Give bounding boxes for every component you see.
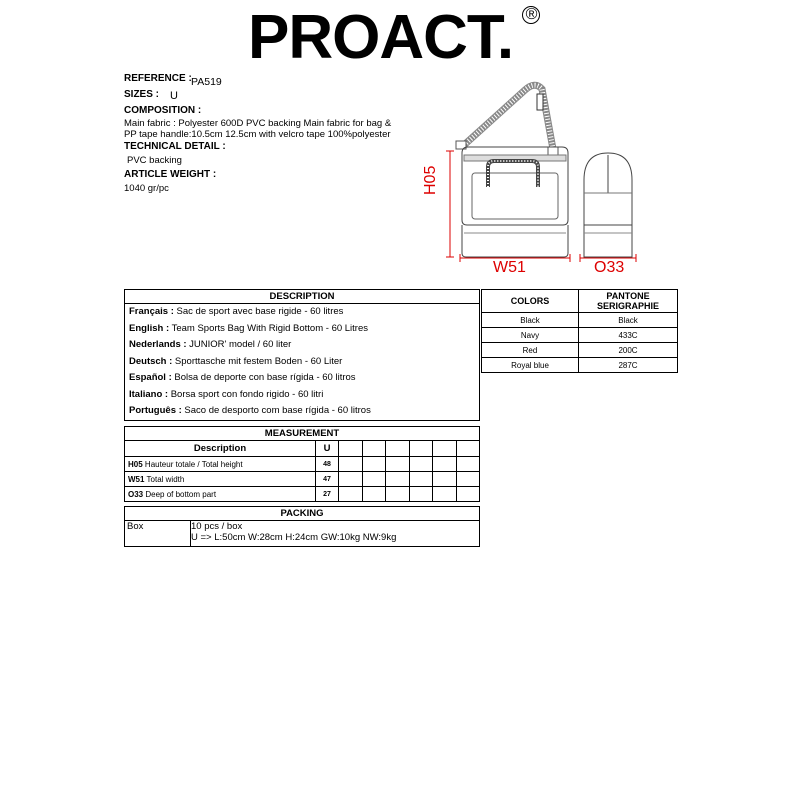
description-row-es: Español : Bolsa de deporte con base rígida - 60 litros <box>129 372 356 383</box>
packing-line-2: U => L:50cm W:28cm H:24cm GW:10kg NW:9kg <box>191 532 397 543</box>
color-name: Red <box>482 343 579 358</box>
depth-dimension-label: O33 <box>594 259 625 276</box>
sizes-label: SIZES : <box>124 89 160 100</box>
measurement-value: 48 <box>316 457 339 472</box>
width-dimension-label: W51 <box>493 259 526 276</box>
description-row-en: English : Team Sports Bag With Rigid Bottom - 60 Litres <box>129 322 369 334</box>
pantone-value: 287C <box>579 358 678 373</box>
measurement-row-label: O33 Deep of bottom part <box>125 487 316 502</box>
measurement-col-description: Description <box>125 441 316 457</box>
composition-line-1: Main fabric : Polyester 600D PVC backing Main fabric for bag & <box>124 118 392 129</box>
packing-line-1: 10 pcs / box <box>191 521 243 532</box>
bag-technical-drawing <box>420 75 680 280</box>
measurement-header: MEASUREMENT <box>264 428 340 439</box>
technical-detail-value: PVC backing <box>127 155 182 166</box>
color-name: Black <box>482 313 579 328</box>
packing-table <box>124 506 480 547</box>
packing-details <box>191 521 396 543</box>
measurement-row-label: W51 Total width <box>125 472 316 487</box>
measurement-col-size: U <box>316 441 339 457</box>
description-row-nl: Nederlands : JUNIOR' model / 60 liter <box>129 339 292 350</box>
measurement-table <box>124 440 480 502</box>
composition-line-2: PP tape handle:10.5cm 12.5cm with velcro tape 100%polyester <box>124 129 391 140</box>
measurement-title-bar <box>124 426 480 441</box>
description-row-de: Deutsch : Sporttasche mit festem Boden - 60 Liter <box>129 355 343 367</box>
color-name: Navy <box>482 328 579 343</box>
color-name: Royal blue <box>482 358 579 373</box>
logo-text: PROACT. <box>248 3 514 72</box>
measurement-row-label: H05 Hauteur totale / Total height <box>125 457 316 472</box>
reference-label: REFERENCE : <box>124 73 192 84</box>
composition-label: COMPOSITION : <box>124 105 202 116</box>
reference-value: PA519 <box>191 76 222 88</box>
measurement-value: 27 <box>316 487 339 502</box>
packing-label: Box <box>125 521 191 546</box>
brand-logo <box>248 2 537 74</box>
description-row-fr: Français : Sac de sport avec base rigide - 60 litres <box>129 306 344 317</box>
pantone-value: Black <box>579 313 678 328</box>
article-weight-value: 1040 gr/pc <box>124 183 169 194</box>
description-row-it: Italiano : Borsa sport con fondo rigido - 60 litri <box>129 388 324 400</box>
pantone-header: PANTONE SERIGRAPHIE <box>579 290 678 313</box>
packing-header: PACKING <box>125 507 479 521</box>
article-weight-label: ARTICLE WEIGHT : <box>124 169 217 180</box>
sizes-value: U <box>170 90 178 102</box>
technical-detail-label: TECHNICAL DETAIL : <box>124 141 226 152</box>
measurement-value: 47 <box>316 472 339 487</box>
pantone-value: 433C <box>579 328 678 343</box>
colors-header: COLORS <box>482 290 579 313</box>
description-header: DESCRIPTION <box>125 290 479 304</box>
description-table <box>124 289 480 421</box>
registered-mark: ® <box>522 6 540 24</box>
pantone-value: 200C <box>579 343 678 358</box>
description-row-pt: Português : Saco de desporto com base rígida - 60 litros <box>129 405 371 416</box>
height-dimension-label: H05 <box>422 165 439 195</box>
colors-table <box>481 289 678 373</box>
